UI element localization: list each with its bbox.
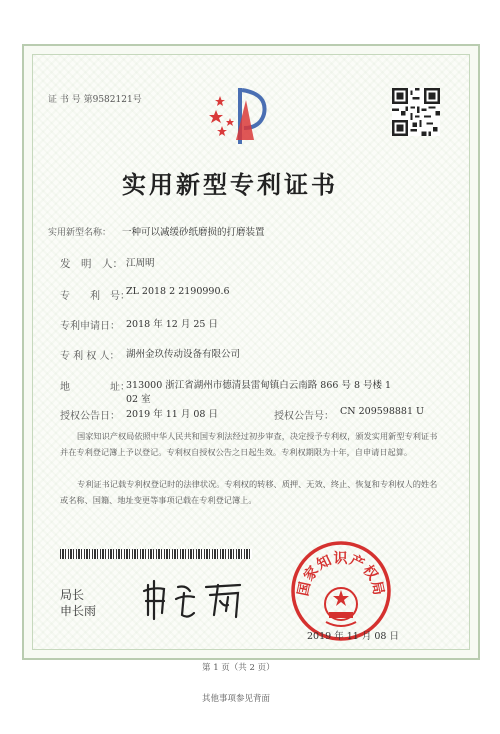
seal-text: 国家知识产权局 [295,551,387,598]
seal-date: 2019 年 11 月 08 日 [307,631,399,642]
patent-number-value: ZL 2018 2 2190990.6 [126,286,230,297]
director-title-label: 局长 [60,588,85,602]
certificate-paragraph-1: 国家知识产权局依照中华人民共和国专利法经过初步审查，决定授予专利权，颁发实用新型专利证书并在专利登记簿上予以登记。专利权自授权公告之日起生效。专利权期限为十年，自申请日起算。 [60,431,438,457]
handwritten-signature-icon [140,575,250,623]
certificate-number-suffix: 号 [132,95,142,105]
filing-date-value: 2018 年 12 月 25 日 [126,319,218,330]
page-indicator: 第 1 页（共 2 页） [202,663,275,673]
address-value-line1: 313000 浙江省湖州市德清县雷甸镇白云南路 866 号 8 号楼 1 [126,380,392,391]
filing-date-label: 专利申请日： [60,321,120,332]
certificate-paragraph-2: 专利证书记载专利权登记时的法律状况。专利权的转移、质押、无效、终止、恢复和专利权人的姓名或名称、国籍、地址变更等事项记载在专利登记簿上。 [60,479,438,505]
model-name-label: 实用新型名称： [48,228,112,238]
address-label: 地 址： [60,382,130,393]
director-name-label: 申长雨 [60,604,97,618]
cnipa-logo-icon [206,82,276,148]
qr-code-icon [392,88,440,136]
address-value-line2: 02 室 [126,394,151,405]
certificate-number [48,92,142,105]
inventor-label: 发 明 人： [60,258,123,270]
model-name-value: 一种可以减缓砂纸磨损的打磨装置 [122,227,265,238]
certificate-title: 实用新型专利证书 [122,170,338,199]
patent-number-label: 专 利 号： [60,291,130,302]
barcode-icon [60,549,252,559]
grant-number-label: 授权公告号： [274,411,334,422]
inventor-value: 江周明 [126,258,155,269]
certificate-number-label: 证 书 号 第 [48,95,93,105]
footer-note: 其他事项参见背面 [202,694,271,704]
grant-date-value: 2019 年 11 月 08 日 [126,409,218,420]
patentee-value: 湖州金玖传动设备有限公司 [126,349,241,360]
certificate-number-value: 9582121 [92,95,133,105]
grant-date-label: 授权公告日： [60,411,120,422]
grant-number-value: CN 209598881 U [340,406,425,417]
patentee-label: 专 利 权 人： [60,351,120,362]
